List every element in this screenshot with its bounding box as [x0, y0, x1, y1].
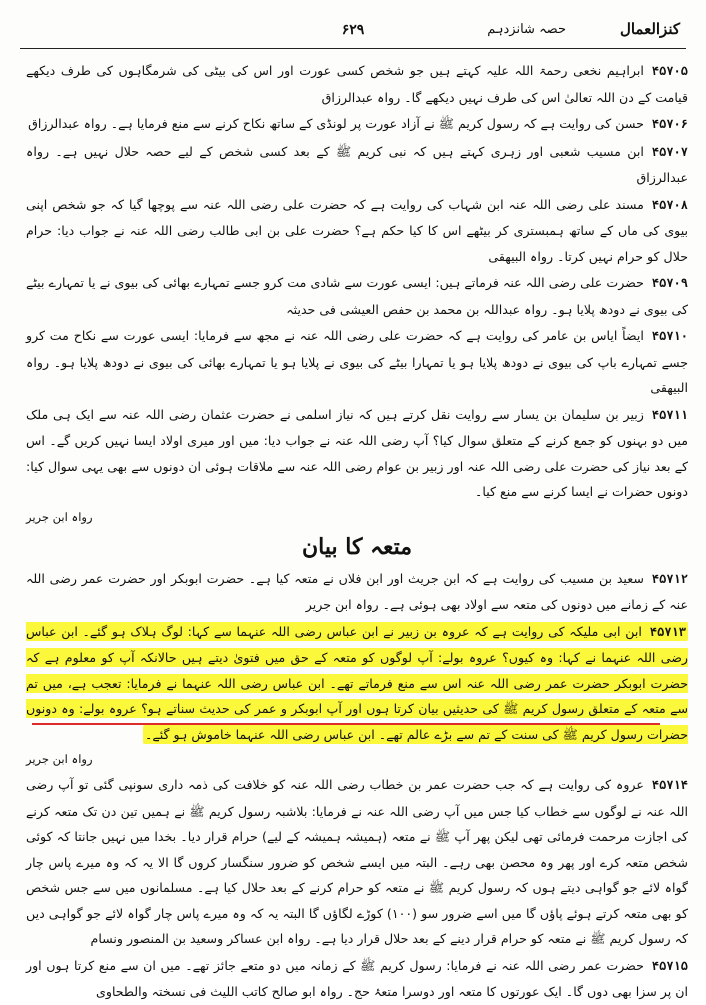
hadith-entry: [26, 111, 688, 138]
hadith-number: ۴۵۷۱۳: [649, 624, 686, 639]
hadith-text: ایضاً ایاس بن عامر کی روایت ہے کہ حضرت علی رضی اللہ عنہ نے مجھ سے فرمایا: ایسی عورت سے نکاح مت کرو جسے تمہارے باپ کی بیوی نے دودھ پلایا ہو یا تمہارا بیٹے کی بیوی نے پلایا ہو یا تمہارے بھائی کی بیوی نے دودھ پلایا ہو۔ رواہ البیھقی: [26, 328, 688, 395]
hadith-content: [26, 328, 688, 395]
hadith-number: ۴۵۷۱۴: [651, 778, 688, 792]
hadith-number: ۴۵۷۰۶: [651, 117, 688, 131]
hadith-entry: [26, 139, 688, 191]
hadith-list-bottom: [26, 566, 688, 1005]
hadith-number: ۴۵۷۱۲: [651, 571, 688, 586]
hadith-text: حسن کی روایت ہے کہ رسول کریم ﷺ نے آزاد عورت پر لونڈی کے ساتھ نکاح کرنے سے منع فرمایا ہے۔ رواہ عبدالرزاق: [28, 116, 644, 131]
hadith-number: ۴۵۷۱۵: [651, 958, 688, 973]
hadith-text: سعید بن مسیب کی روایت ہے کہ ابن جریث اور ابن فلاں نے متعہ کیا ہے۔ حضرت ابوبکر اور حضرت عمر رضی اللہ عنہ کے زمانے میں دونوں کی متعہ سے اولاد بھی ہوئی ہے۔ رواہ ابن جریر: [26, 570, 688, 612]
hadith-entry: [26, 270, 688, 322]
hadith-number: ۴۵۷۰۹: [651, 276, 688, 290]
hadith-entry: [26, 619, 688, 748]
reference-line: رواہ ابن جریر: [26, 509, 93, 524]
hadith-text: زبیر بن سلیمان بن یسار سے روایت نقل کرتے ہیں کہ نیاز اسلمی نے حضرت عثمان رضی اللہ عنہ سے ایک ہی ملک میں دو بہنوں کو جمع کرنے کے متعلق سوال کیا؟ آپ رضی اللہ عنہ نے جواب دیا: میں اور میری اولاد ایسا نہیں کریں گے۔ اس کے بعد نیاز کی حضرت علی رضی اللہ عنہ اور زبیر بن عوام رضی اللہ عنہ سے ملاقات ہوئی ان دونوں سے بھی یہی سوال کیا: دونوں حضرات نے ایسا کرنے سے منع کیا۔: [26, 406, 688, 499]
hadith-content: [26, 197, 688, 264]
hadith-number: ۴۵۷۱۰: [651, 329, 688, 343]
hadith-content: [26, 958, 688, 1000]
hadith-number: ۴۵۷۰۷: [651, 144, 688, 159]
hadith-number: ۴۵۷۰۸: [651, 197, 688, 212]
book-title: کنزالعمال: [619, 20, 680, 38]
hadith-entry: [26, 192, 688, 270]
section-title: متعہ کا بیان: [301, 533, 413, 560]
hadith-text: حضرت عمر رضی اللہ عنہ نے فرمایا: رسول کریم ﷺ کے زمانہ میں دو متعے جائز تھے۔ میں ان سے منع کرتا ہوں اور ان پر سزا بھی دوں گا۔ ایک عورتوں کا متعہ اور دوسرا متعۂ حج۔ رواہ ابو صالح کاتب اللیث فی نسختہ والطحاوی: [26, 957, 688, 999]
hadith-content: [28, 116, 688, 131]
red-underline-mark: [32, 723, 660, 725]
page-number: ۶۲۹: [341, 22, 365, 38]
hadith-entry: [26, 953, 688, 1005]
hadith-text: عروہ کی روایت ہے کہ جب حضرت عمر بن خطاب رضی اللہ عنہ کو خلافت کی ذمہ داری سونپی گئی تو آپ رضی اللہ عنہ نے لوگوں سے خطاب کیا جس میں آپ رضی اللہ عنہ نے فرمایا: بلاشبہ رسول کریم ﷺ نے ہمیں تین دن تک متعہ کرنے کی اجازت مرحمت فرمائی تھی لیکن پھر آپ ﷺ نے متعہ (ہمیشہ ہمیشہ کے لیے) حرام قرار دیا۔ بخدا میں نہیں جانتا کہ کوئی شخص متعہ کرے اور پھر وہ محصن بھی رہے۔ البتہ میں ایسے شخص کو ضرور سنگسار کروں گا الا یہ کہ وہ میرے پاس چار گواہ لائے جو گواہی دیتے ہوں کہ رسول کریم ﷺ نے متعہ کو حرام کرنے کے بعد حلال کیا ہے۔ مسلمانوں میں سے جس شخص کو بھی متعہ کرتے ہوئے پاؤں گا میں اسے ضرور سو (۱۰۰) کوڑے لگاؤں گا البتہ یہ کہ وہ میرے پاس چار گواہ لائے جو گواہی دیں کہ رسول کریم ﷺ نے متعہ کو حرام قرار دینے کے بعد حلال قرار دیا ہے۔ رواہ ابن عساکر وسعید بن المنصور ونسام: [26, 777, 688, 946]
hadith-content: [26, 407, 688, 500]
hadith-text: ابراہیم نخعی رحمۃ اللہ علیہ کہتے ہیں جو شخص کسی عورت اور اس کی بیٹی کی شرمگاہوں کی طرف دیکھے قیامت کے دن اللہ تعالیٰ اس کی طرف نہیں دیکھے گا۔ رواہ عبدالرزاق: [26, 63, 688, 105]
hadith-entry: [26, 566, 688, 618]
hadith-entry: [26, 402, 688, 505]
hadith-list-top: [26, 58, 688, 505]
hadith-entry: [26, 772, 688, 952]
page-body: [26, 58, 688, 999]
reference-line: [26, 748, 688, 770]
hadith-number: ۴۵۷۱۱: [651, 407, 688, 422]
page-header: [20, 18, 686, 49]
hadith-text: ابن مسیب شعبی اور زہری کہتے ہیں کہ نبی کریم ﷺ کے بعد کسی شخص کے لیے حصہ حلال نہیں ہے۔ رواہ عبدالرزاق: [26, 143, 688, 185]
hadith-text: مسند علی رضی اللہ عنہ ابن شہاب کی روایت ہے کہ حضرت علی رضی اللہ عنہ سے پوچھا گیا کہ جو شخص اپنی بیوی کی ماں کے ساتھ ہمبستری کر بیٹھے اس کا کیا حکم ہے؟ حضرت علی بن ابی طالب رضی اللہ عنہ نے جواب دیا: حرام حلال کو حرام نہیں کرتا۔ رواہ البیھقی: [26, 196, 688, 264]
hadith-entry: [26, 323, 688, 401]
hadith-text: حضرت علی رضی اللہ عنہ فرماتے ہیں: ایسی عورت سے شادی مت کرو جسے تمہارے بھائی کی بیوی نے یا تمہارے بیٹے کی بیوی نے دودھ پلایا ہو۔ رواہ عبداللہ بن محمد بن حفص العیشی فی حدیثہ: [26, 275, 688, 317]
hadith-entry: [26, 58, 688, 110]
hadith-content: [26, 777, 688, 946]
hadith-content: [26, 571, 688, 613]
hadith-number: ۴۵۷۰۵: [651, 64, 688, 78]
hadith-text: ابن ابی ملیکہ کی روایت ہے کہ عروہ بن زبیر نے ابن عباس رضی اللہ عنہما سے کہا: لوگ ہلاک ہو گئے۔ ابن عباس رضی اللہ عنہما نے کہا: وہ کیوں؟ عروہ بولے: آپ لوگوں کو متعہ کے حق میں فتویٰ دیتے ہیں حالانکہ آپ کو معلوم ہے کہ حضرت ابوبکر حضرت عمر رضی اللہ عنہ اس سے منع فرماتے تھے۔ ابن عباس رضی اللہ عنہما نے فرمایا: تعجب ہے، میں تم سے متعہ کے متعلق رسول کریم ﷺ کی حدیثیں بیان کرتا ہوں اور آپ ابوبکر و عمر کی حدیث سناتے ہو؟ عروہ بولے: وہ دونوں حضرات رسول کریم ﷺ کی سنت کے تم سے بڑے عالم تھے۔ ابن عباس رضی اللہ عنہما خاموش ہو گئے۔: [26, 623, 688, 742]
hadith-content: [26, 63, 688, 105]
hadith-content: [26, 275, 688, 317]
highlighted-passage: [26, 622, 688, 744]
hadith-content: [26, 144, 688, 186]
reference-text: رواہ ابن جریر: [26, 752, 93, 766]
part-label: حصہ شانزدہم: [487, 22, 566, 37]
